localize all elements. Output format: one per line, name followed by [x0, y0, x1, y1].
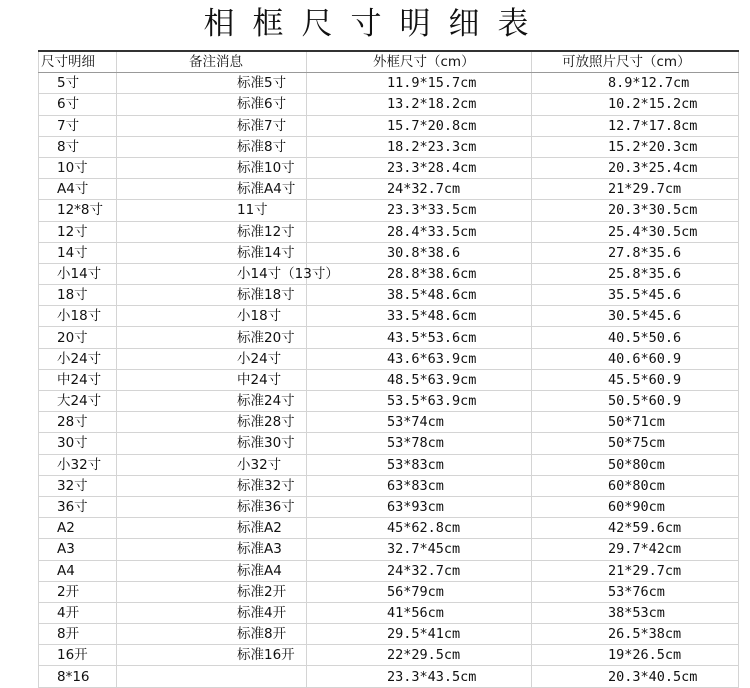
- table-row: [39, 560, 739, 581]
- cell-outer-size: 23.3*33.5cm: [307, 200, 532, 221]
- table-row: [39, 221, 739, 242]
- cell-size: 6寸: [39, 94, 117, 115]
- cell-size: 2开: [39, 581, 117, 602]
- cell-note: 标准5寸: [117, 73, 307, 94]
- cell-size: 16开: [39, 645, 117, 666]
- cell-outer-size: 33.5*48.6cm: [307, 306, 532, 327]
- cell-size: 小24寸: [39, 348, 117, 369]
- table-row: [39, 518, 739, 539]
- cell-note: 标准30寸: [117, 433, 307, 454]
- table-row: [39, 200, 739, 221]
- frame-size-table: [38, 50, 739, 688]
- cell-outer-size: 32.7*45cm: [307, 539, 532, 560]
- cell-note: 标准14寸: [117, 242, 307, 263]
- cell-note: 中24寸: [117, 369, 307, 390]
- cell-outer-size: 24*32.7cm: [307, 560, 532, 581]
- cell-photo-size: 40.6*60.9: [532, 348, 739, 369]
- cell-photo-size: 20.3*40.5cm: [532, 666, 739, 687]
- cell-note: 标准A4: [117, 560, 307, 581]
- table-row: [39, 327, 739, 348]
- header-row: [39, 51, 739, 73]
- cell-note: 标准28寸: [117, 412, 307, 433]
- cell-note: 标准32寸: [117, 475, 307, 496]
- cell-note: [117, 666, 307, 687]
- header-outer-size: 外框尺寸（cm）: [307, 51, 532, 73]
- cell-photo-size: 26.5*38cm: [532, 624, 739, 645]
- cell-size: 4开: [39, 602, 117, 623]
- cell-note: 标准A2: [117, 518, 307, 539]
- cell-note: 小18寸: [117, 306, 307, 327]
- cell-outer-size: 53*78cm: [307, 433, 532, 454]
- table-row: [39, 348, 739, 369]
- table-row: [39, 391, 739, 412]
- cell-size: 12寸: [39, 221, 117, 242]
- cell-note: 标准12寸: [117, 221, 307, 242]
- cell-size: 5寸: [39, 73, 117, 94]
- cell-note: 标准8寸: [117, 136, 307, 157]
- cell-outer-size: 45*62.8cm: [307, 518, 532, 539]
- cell-outer-size: 11.9*15.7cm: [307, 73, 532, 94]
- cell-size: 32寸: [39, 475, 117, 496]
- cell-note: 标准24寸: [117, 391, 307, 412]
- cell-photo-size: 15.2*20.3cm: [532, 136, 739, 157]
- cell-note: 标准16开: [117, 645, 307, 666]
- table-row: [39, 242, 739, 263]
- cell-size: 10寸: [39, 157, 117, 178]
- table-row: [39, 136, 739, 157]
- header-note: 备注消息: [117, 51, 307, 73]
- table-row: [39, 285, 739, 306]
- table-row: [39, 369, 739, 390]
- cell-size: 小18寸: [39, 306, 117, 327]
- cell-photo-size: 60*90cm: [532, 496, 739, 517]
- cell-photo-size: 29.7*42cm: [532, 539, 739, 560]
- cell-size: A3: [39, 539, 117, 560]
- cell-size: 30寸: [39, 433, 117, 454]
- cell-size: 大24寸: [39, 391, 117, 412]
- table-row: [39, 263, 739, 284]
- page-title: 相框尺寸明细表: [203, 6, 547, 42]
- table-row: [39, 666, 739, 687]
- table-row: [39, 73, 739, 94]
- cell-photo-size: 21*29.7cm: [532, 179, 739, 200]
- table-row: [39, 539, 739, 560]
- cell-note: 标准10寸: [117, 157, 307, 178]
- cell-size: 20寸: [39, 327, 117, 348]
- cell-photo-size: 38*53cm: [532, 602, 739, 623]
- table-row: [39, 412, 739, 433]
- cell-size: 8寸: [39, 136, 117, 157]
- cell-photo-size: 21*29.7cm: [532, 560, 739, 581]
- cell-photo-size: 45.5*60.9: [532, 369, 739, 390]
- table-row: [39, 454, 739, 475]
- cell-size: 28寸: [39, 412, 117, 433]
- cell-size: 18寸: [39, 285, 117, 306]
- cell-outer-size: 63*93cm: [307, 496, 532, 517]
- cell-outer-size: 24*32.7cm: [307, 179, 532, 200]
- cell-outer-size: 48.5*63.9cm: [307, 369, 532, 390]
- cell-photo-size: 25.4*30.5cm: [532, 221, 739, 242]
- table-row: [39, 645, 739, 666]
- table-row: [39, 624, 739, 645]
- cell-photo-size: 50*75cm: [532, 433, 739, 454]
- cell-size: A4寸: [39, 179, 117, 200]
- cell-photo-size: 25.8*35.6: [532, 263, 739, 284]
- cell-size: 8开: [39, 624, 117, 645]
- cell-photo-size: 8.9*12.7cm: [532, 73, 739, 94]
- cell-note: 小24寸: [117, 348, 307, 369]
- cell-size: A2: [39, 518, 117, 539]
- cell-outer-size: 43.5*53.6cm: [307, 327, 532, 348]
- cell-outer-size: 53*83cm: [307, 454, 532, 475]
- cell-note: 标准6寸: [117, 94, 307, 115]
- cell-outer-size: 63*83cm: [307, 475, 532, 496]
- cell-outer-size: 23.3*28.4cm: [307, 157, 532, 178]
- cell-photo-size: 12.7*17.8cm: [532, 115, 739, 136]
- table-row: [39, 433, 739, 454]
- cell-photo-size: 10.2*15.2cm: [532, 94, 739, 115]
- cell-outer-size: 38.5*48.6cm: [307, 285, 532, 306]
- cell-photo-size: 30.5*45.6: [532, 306, 739, 327]
- cell-photo-size: 20.3*30.5cm: [532, 200, 739, 221]
- cell-note: 标准36寸: [117, 496, 307, 517]
- cell-note: 标准18寸: [117, 285, 307, 306]
- cell-photo-size: 42*59.6cm: [532, 518, 739, 539]
- cell-photo-size: 35.5*45.6: [532, 285, 739, 306]
- cell-size: 小14寸: [39, 263, 117, 284]
- cell-outer-size: 23.3*43.5cm: [307, 666, 532, 687]
- table-row: [39, 179, 739, 200]
- cell-note: 11寸: [117, 200, 307, 221]
- cell-outer-size: 43.6*63.9cm: [307, 348, 532, 369]
- cell-photo-size: 27.8*35.6: [532, 242, 739, 263]
- cell-size: 7寸: [39, 115, 117, 136]
- cell-photo-size: 40.5*50.6: [532, 327, 739, 348]
- cell-photo-size: 50*71cm: [532, 412, 739, 433]
- cell-photo-size: 19*26.5cm: [532, 645, 739, 666]
- table-body: [39, 73, 739, 687]
- cell-note: 标准A3: [117, 539, 307, 560]
- cell-size: 中24寸: [39, 369, 117, 390]
- cell-size: A4: [39, 560, 117, 581]
- table-row: [39, 115, 739, 136]
- cell-size: 14寸: [39, 242, 117, 263]
- cell-outer-size: 18.2*23.3cm: [307, 136, 532, 157]
- cell-outer-size: 28.4*33.5cm: [307, 221, 532, 242]
- cell-note: 标准8开: [117, 624, 307, 645]
- cell-note: 标准4开: [117, 602, 307, 623]
- cell-note: 标准2开: [117, 581, 307, 602]
- cell-photo-size: 60*80cm: [532, 475, 739, 496]
- cell-photo-size: 20.3*25.4cm: [532, 157, 739, 178]
- cell-size: 小32寸: [39, 454, 117, 475]
- cell-size: 8*16: [39, 666, 117, 687]
- cell-outer-size: 53*74cm: [307, 412, 532, 433]
- cell-outer-size: 13.2*18.2cm: [307, 94, 532, 115]
- cell-photo-size: 50.5*60.9: [532, 391, 739, 412]
- cell-photo-size: 50*80cm: [532, 454, 739, 475]
- table-header: [39, 51, 739, 73]
- cell-outer-size: 28.8*38.6cm: [307, 263, 532, 284]
- cell-outer-size: 22*29.5cm: [307, 645, 532, 666]
- cell-outer-size: 15.7*20.8cm: [307, 115, 532, 136]
- table-row: [39, 496, 739, 517]
- table-row: [39, 94, 739, 115]
- cell-outer-size: 56*79cm: [307, 581, 532, 602]
- cell-outer-size: 30.8*38.6: [307, 242, 532, 263]
- cell-size: 12*8寸: [39, 200, 117, 221]
- cell-note: 标准A4寸: [117, 179, 307, 200]
- cell-photo-size: 53*76cm: [532, 581, 739, 602]
- cell-outer-size: 53.5*63.9cm: [307, 391, 532, 412]
- table-row: [39, 581, 739, 602]
- table-row: [39, 475, 739, 496]
- header-photo-size: 可放照片尺寸（cm）: [532, 51, 739, 73]
- cell-note: 标准7寸: [117, 115, 307, 136]
- cell-size: 36寸: [39, 496, 117, 517]
- cell-outer-size: 29.5*41cm: [307, 624, 532, 645]
- cell-note: 小32寸: [117, 454, 307, 475]
- table-row: [39, 306, 739, 327]
- cell-note: 标准20寸: [117, 327, 307, 348]
- table-row: [39, 602, 739, 623]
- cell-outer-size: 41*56cm: [307, 602, 532, 623]
- header-size: 尺寸明细: [39, 51, 117, 73]
- table-row: [39, 157, 739, 178]
- cell-note: 小14寸（13寸）: [117, 263, 307, 284]
